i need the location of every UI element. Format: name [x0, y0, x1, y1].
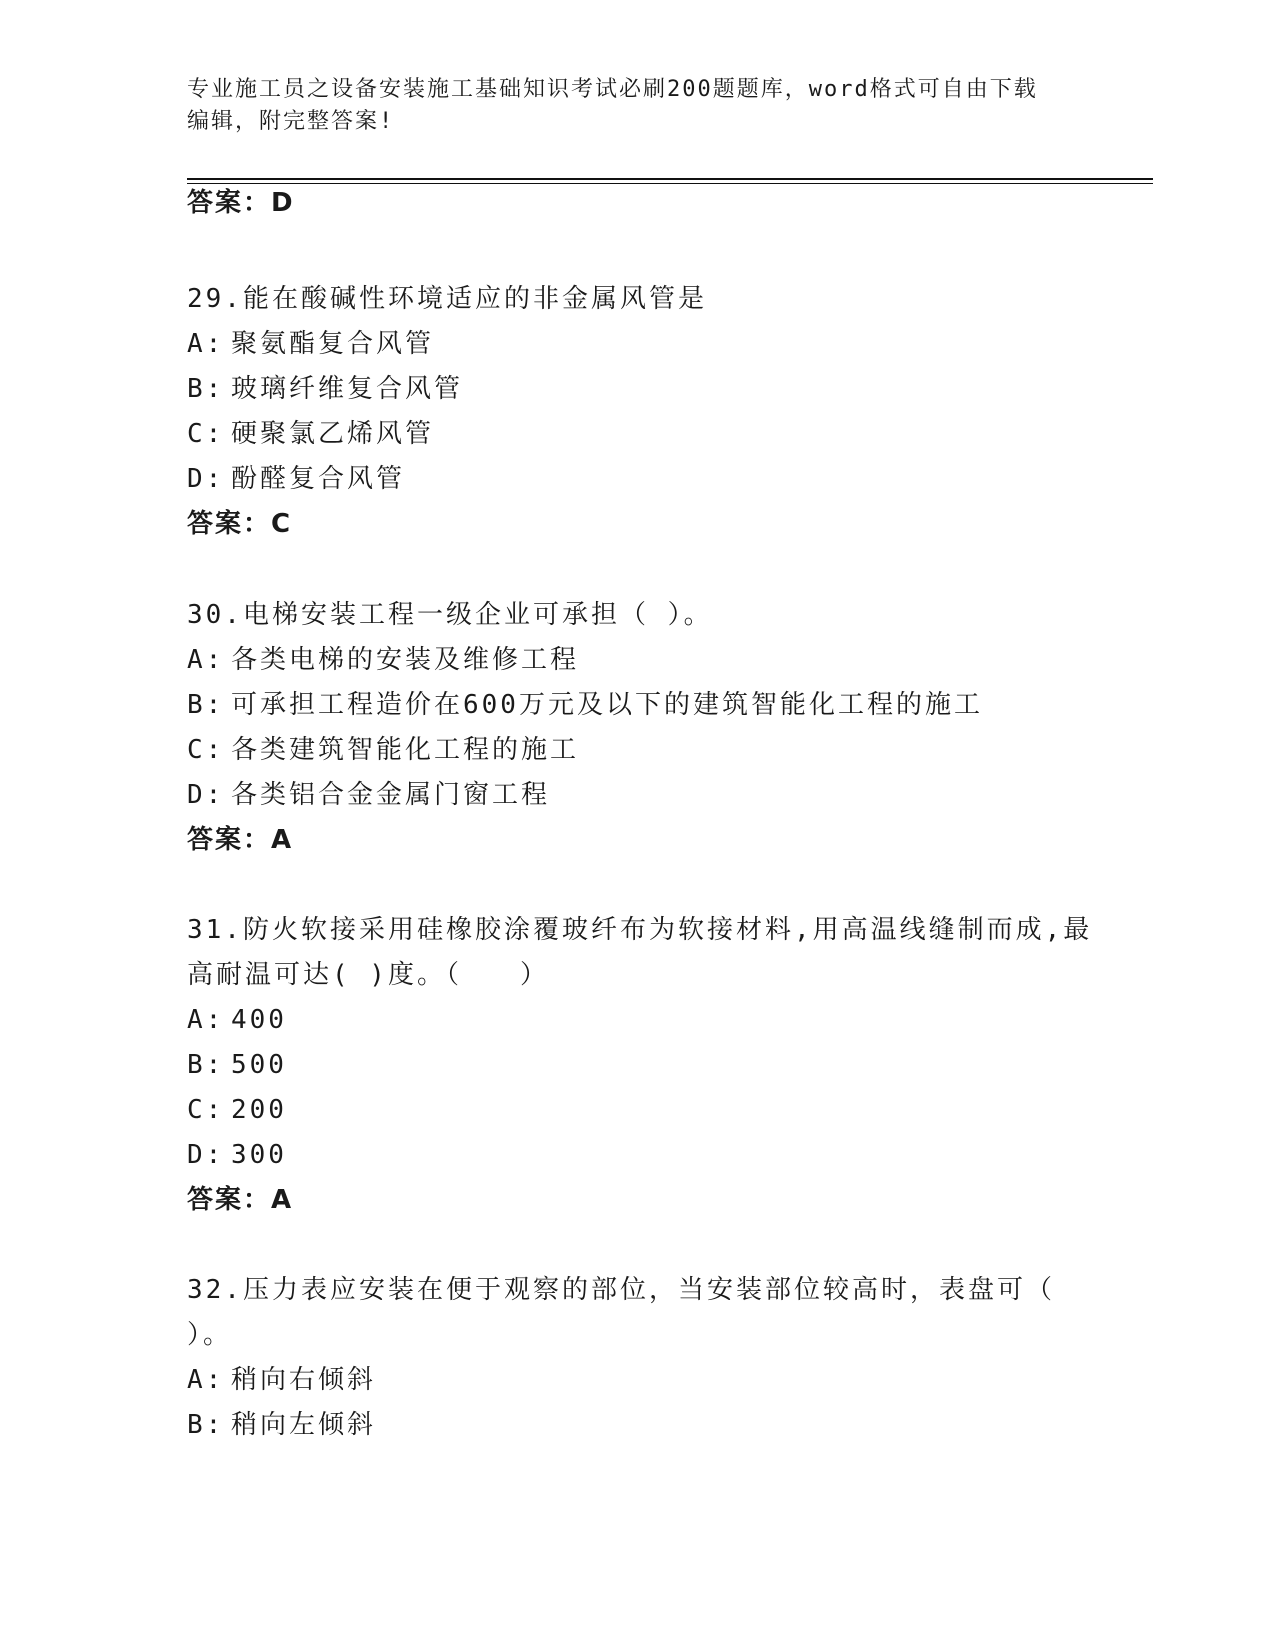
- option-text: 稍向左倾斜: [231, 1410, 377, 1440]
- question-30-option-c: [187, 733, 579, 767]
- question-30-option-d: [187, 778, 550, 812]
- option-key: A:: [187, 645, 225, 675]
- document-header: [187, 74, 1067, 138]
- option-key: B:: [187, 374, 225, 404]
- header-line-1: 专业施工员之设备安装施工基础知识考试必刷200题题库，word格式可自由下载: [187, 77, 1038, 102]
- option-text: 各类建筑智能化工程的施工: [231, 735, 580, 765]
- answer-29: 答案：C: [187, 509, 293, 539]
- answer-30: 答案：A: [187, 825, 294, 855]
- question-30-option-a: [187, 643, 579, 677]
- option-text: 300: [231, 1140, 287, 1170]
- question-31-stem-line-2: 高耐温可达( )度。（ ）: [187, 960, 549, 990]
- question-31-option-c: [187, 1093, 287, 1127]
- option-key: C:: [187, 735, 225, 765]
- question-32-stem-line-2: ）。: [187, 1320, 233, 1350]
- question-31-stem-line-1: 31.防火软接采用硅橡胶涂覆玻纤布为软接材料,用高温线缝制而成,最: [187, 915, 1093, 945]
- answer-28: 答案：D: [187, 188, 295, 218]
- option-key: A:: [187, 1005, 225, 1035]
- option-key: A:: [187, 1365, 225, 1395]
- option-key: D:: [187, 464, 225, 494]
- option-key: D:: [187, 780, 225, 810]
- option-text: 可承担工程造价在600万元及以下的建筑智能化工程的施工: [231, 690, 983, 720]
- option-text: 500: [231, 1050, 287, 1080]
- question-29-stem: 29.能在酸碱性环境适应的非金属风管是: [187, 284, 707, 314]
- question-31-option-b: [187, 1048, 287, 1082]
- question-30-option-b: [187, 688, 983, 722]
- option-text: 各类铝合金金属门窗工程: [231, 780, 551, 810]
- option-text: 各类电梯的安装及维修工程: [231, 645, 580, 675]
- question-29-option-c: [187, 417, 434, 451]
- option-key: B:: [187, 1050, 225, 1080]
- option-text: 硬聚氯乙烯风管: [231, 419, 435, 449]
- option-text: 400: [231, 1005, 287, 1035]
- question-31-option-a: [187, 1003, 287, 1037]
- question-29-option-d: [187, 462, 405, 496]
- option-text: 酚醛复合风管: [231, 464, 406, 494]
- question-32-stem-line-1: 32.压力表应安装在便于观察的部位，当安装部位较高时，表盘可（: [187, 1275, 1055, 1305]
- question-32-option-a: [187, 1363, 376, 1397]
- option-key: D:: [187, 1140, 225, 1170]
- option-key: A:: [187, 329, 225, 359]
- option-key: C:: [187, 1095, 225, 1125]
- option-key: B:: [187, 1410, 225, 1440]
- option-key: C:: [187, 419, 225, 449]
- question-31-option-d: [187, 1138, 287, 1172]
- option-text: 玻璃纤维复合风管: [231, 374, 464, 404]
- option-key: B:: [187, 690, 225, 720]
- question-29-option-b: [187, 372, 463, 406]
- question-30-stem: 30.电梯安装工程一级企业可承担（ ）。: [187, 600, 713, 630]
- header-divider-thick: [187, 178, 1153, 180]
- answer-31: 答案：A: [187, 1185, 294, 1215]
- option-text: 聚氨酯复合风管: [231, 329, 435, 359]
- header-divider-thin: [187, 183, 1153, 184]
- question-29-option-a: [187, 327, 434, 361]
- option-text: 200: [231, 1095, 287, 1125]
- option-text: 稍向右倾斜: [231, 1365, 377, 1395]
- header-line-2: 编辑，附完整答案!: [187, 109, 395, 134]
- question-32-option-b: [187, 1408, 376, 1442]
